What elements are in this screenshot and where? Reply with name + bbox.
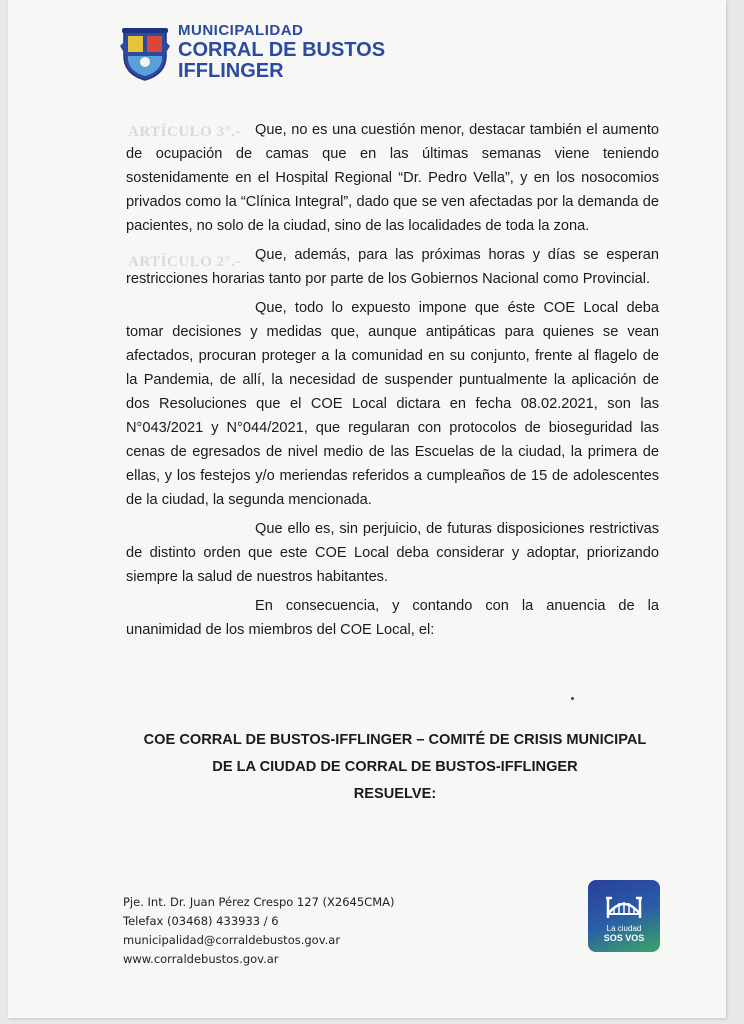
document-body	[126, 118, 659, 647]
document-page	[8, 0, 726, 1018]
badge-line2: SOS VOS	[603, 933, 645, 943]
paragraph: Que ello es, sin perjuicio, de futuras disposiciones restrictivas de distinto orden que este COE Local deba considerar y adoptar, priorizando siempre la salud de nuestros habitantes.	[126, 521, 659, 585]
paragraph: Que, no es una cuestión menor, destacar también el aumento de ocupación de camas que en las últimas semanas viene teniendo sostenidamente en el Hospital Regional “Dr. Pedro Vella”, y en los nosocomios privados como la “Clínica Integral”, dado que se ven afectadas por la demanda de pacientes, no solo de la ciudad, sino de las localidades de toda la zona.	[126, 122, 659, 234]
bridge-icon	[604, 890, 644, 922]
letterhead-line2: CORRAL DE BUSTOS	[178, 39, 386, 61]
resolution-line1: COE CORRAL DE BUSTOS-IFFLINGER – COMITÉ DE CRISIS MUNICIPAL	[143, 732, 647, 748]
badge-line1: La ciudad	[606, 924, 642, 933]
letterhead-line1: MUNICIPALIDAD	[178, 22, 304, 39]
resolution-heading	[126, 727, 664, 808]
paragraph: Que, además, para las próximas horas y días se esperan restricciones horarias tanto por parte de los Gobiernos Nacional como Provincial.	[126, 247, 659, 287]
paragraph: Que, todo lo expuesto impone que éste COE Local deba tomar decisiones y medidas que, aunque antipáticas para quienes se vean afectados, procuran proteger a la comunidad en su conjunto, frente al flagelo de la Pandemia, de allí, la necesidad de suspender puntualmente la aplicación de dos Resoluciones que el COE Local dictara en fecha 08.02.2021, son las N°043/2021 y N°044/2021, que regularan con protocolos de bioseguridad las cenas de egresados de nivel medio de las Escuelas de la ciudad, la primera de ellas, y los festejos y/o meriendas referidos a cumpleaños de 15 de adolescentes de la ciudad, la segunda mencionada.	[126, 300, 659, 508]
footer-phone: Telefax (03468) 433933 / 6	[123, 914, 279, 928]
bleed-through-text: ARTÍCULO 3°.-	[128, 124, 241, 140]
footer-contact	[123, 893, 394, 969]
bleed-through-text: ARTÍCULO 2°.-	[128, 254, 241, 270]
municipal-crest-icon	[120, 26, 170, 82]
paragraph: En consecuencia, y contando con la anuencia de la unanimidad de los miembros del COE Local, el:	[126, 598, 659, 638]
footer-web: www.corraldebustos.gov.ar	[123, 952, 279, 966]
city-badge	[588, 880, 660, 952]
letterhead-line3: IFFLINGER	[178, 60, 284, 82]
footer-address: Pje. Int. Dr. Juan Pérez Crespo 127 (X2645CMA)	[123, 895, 395, 909]
footer-email: municipalidad@corraldebustos.gov.ar	[123, 933, 341, 947]
resolution-line2: DE LA CIUDAD DE CORRAL DE BUSTOS-IFFLINGER	[212, 759, 578, 775]
resolution-line3: RESUELVE:	[353, 786, 437, 802]
ink-dot	[571, 697, 574, 700]
